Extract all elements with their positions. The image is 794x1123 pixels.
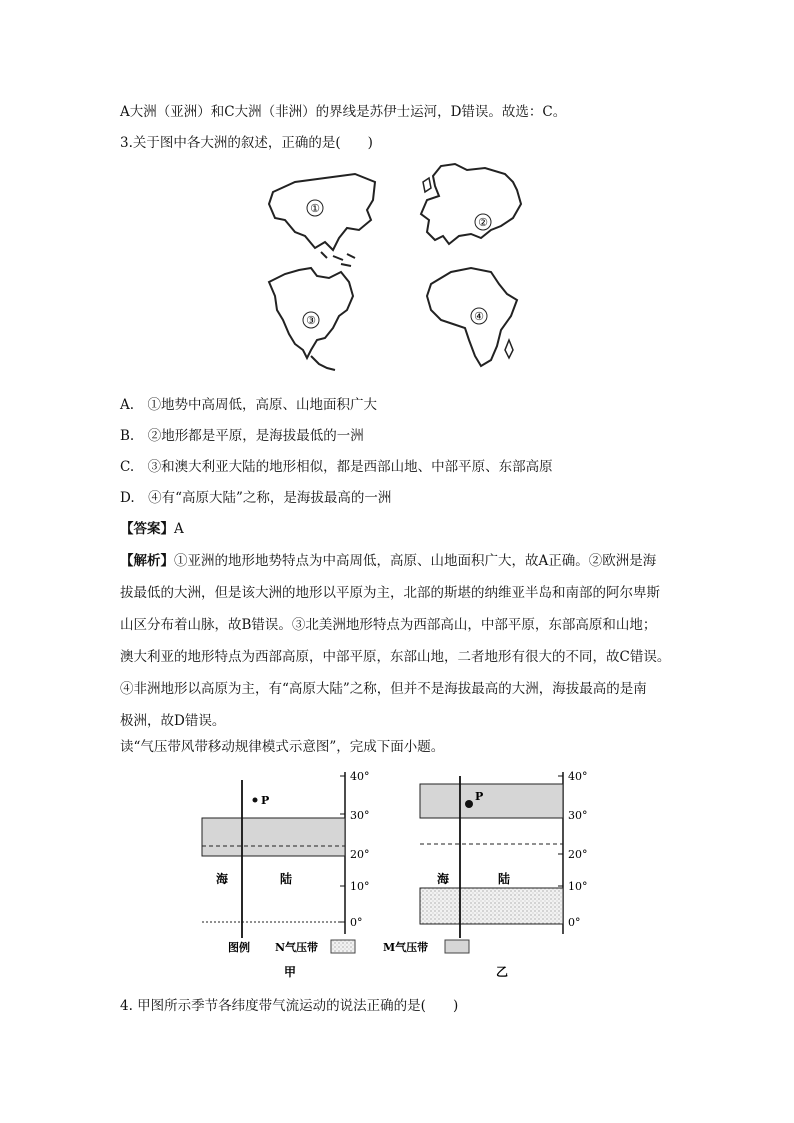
panel-a-tick-30: 30° [350, 809, 370, 822]
analysis-line: 山区分布着山脉，故B错误。③北美洲地形特点为西部高山，中部平原，东部高原和山地； [120, 617, 657, 633]
analysis-line: 澳大利亚的地形特点为西部高原，中部平原，东部山地，二者地形有很大的不同，故C错误。 [120, 649, 671, 665]
option-c: C. ③和澳大利亚大陆的地形相似，都是西部山地、中部平原、东部高原 [120, 459, 553, 475]
panel-b-n-belt [420, 888, 563, 924]
panel-a-m-belt [202, 818, 345, 856]
analysis-line: 极洲，故D错误。 [120, 713, 226, 729]
legend-n-label: N气压带 [275, 941, 319, 954]
panel-a-point-p [253, 798, 258, 803]
panel-b-tick-0: 0° [568, 916, 581, 929]
british-isles [423, 178, 431, 192]
panel-a-land-label: 陆 [279, 872, 293, 886]
legend-m-label: M气压带 [383, 941, 429, 954]
caption-b: 乙 [495, 965, 509, 979]
europe-map [421, 164, 521, 244]
panel-b-sea-label: 海 [436, 872, 450, 886]
madagascar [505, 340, 513, 358]
panel-b-m-belt [420, 784, 563, 818]
panel-b-land-label: 陆 [497, 872, 511, 886]
panel-a-p-label: P [261, 794, 270, 807]
panel-b-tick-40: 40° [568, 770, 588, 783]
analysis-line: 【解析】①亚洲的地形地势特点为中高周低，高原、山地面积广大，故A正确。②欧洲是海 [120, 553, 657, 569]
map-label-2: ② [478, 216, 488, 229]
panel-b-tick-20: 20° [568, 848, 588, 861]
legend-m-swatch [445, 940, 469, 953]
panel-a-tick-20: 20° [350, 848, 370, 861]
text-line-previous-answer: A大洲（亚洲）和C大洲（非洲）的界线是苏伊士运河，D错误。故选：C。 [120, 104, 567, 120]
north-america-map [269, 268, 353, 358]
legend-title: 图例 [228, 941, 250, 954]
caption-a: 甲 [283, 965, 297, 979]
analysis-block [120, 545, 680, 737]
answer-value: A [174, 521, 184, 537]
map-label-1: ① [310, 202, 320, 215]
panel-b-point-p [465, 800, 473, 808]
continent-maps-figure [255, 160, 530, 378]
option-b: B. ②地形都是平原，是海拔最低的一洲 [120, 428, 364, 444]
question-3: 3.关于图中各大洲的叙述，正确的是( ) [120, 135, 373, 151]
map-label-3: ③ [306, 314, 316, 327]
answer-line [120, 519, 184, 539]
answer-tag: 【答案】 [120, 521, 174, 537]
panel-a-tick-0: 0° [350, 916, 363, 929]
pressure-belt-diagram [190, 762, 610, 992]
reading-intro: 读“气压带风带移动规律模式示意图”，完成下面小题。 [120, 739, 445, 755]
panel-b-p-label: P [475, 790, 484, 803]
panel-b-tick-30: 30° [568, 809, 588, 822]
central-america [311, 356, 335, 370]
question-4: 4. 甲图所示季节各纬度带气流运动的说法正确的是( ) [120, 998, 459, 1014]
analysis-line: ④非洲地形以高原为主，有“高原大陆”之称，但并不是海拔最高的大洲，海拔最高的是南 [120, 681, 647, 697]
panel-a-tick-40: 40° [350, 770, 370, 783]
map-label-4: ④ [474, 310, 484, 323]
option-d: D. ④有“高原大陆”之称，是海拔最高的一洲 [120, 490, 392, 506]
southeast-asia-islands [321, 252, 355, 266]
legend-n-swatch [331, 940, 355, 953]
africa-map [427, 268, 517, 366]
option-a: A. ①地势中高周低，高原、山地面积广大 [120, 397, 378, 413]
analysis-line: 拔最低的大洲，但是该大洲的地形以平原为主，北部的斯堪的纳维亚半岛和南部的阿尔卑斯 [120, 585, 660, 601]
analysis-tag: 【解析】 [120, 553, 174, 569]
panel-b-tick-10: 10° [568, 880, 588, 893]
panel-a-sea-label: 海 [215, 872, 229, 886]
panel-a-tick-10: 10° [350, 880, 370, 893]
